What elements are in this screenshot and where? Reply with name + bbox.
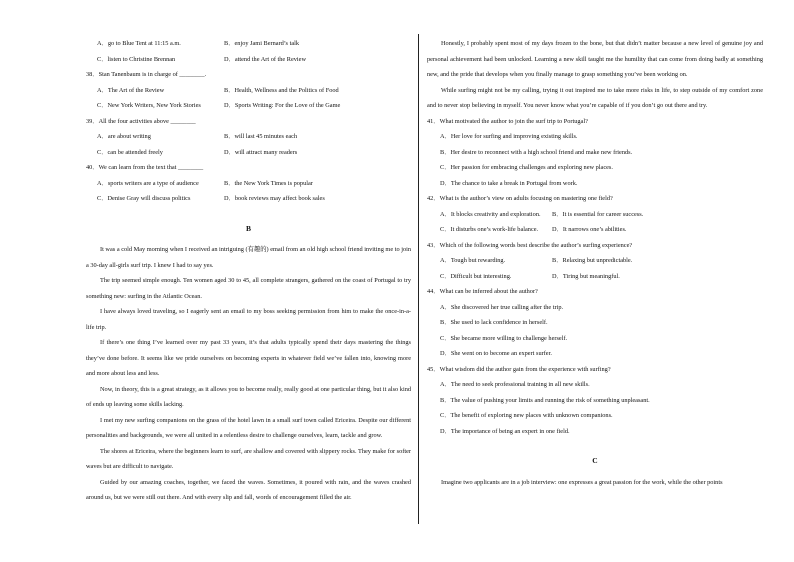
q39-stem: 39．All the four activities above ________	[86, 117, 196, 125]
q43-option-c: C．Difficult but interesting.	[440, 272, 512, 280]
q41-option-b: B．Her desire to reconnect with a high school friend and make new friends.	[440, 148, 633, 156]
passage-b-paragraph: Now, in theory, this is a great strategy, as it allows you to become really, really good at one particular thing, but it also kind of ends up leaving some skills lacking.	[86, 385, 411, 408]
section-heading-c: C	[592, 456, 598, 465]
q40-option-d: D．book reviews may affect book sales	[224, 195, 325, 202]
q37-option-a: A．go to Blue Tent at 11:15 a.m.	[97, 40, 181, 47]
q43-stem: 43．Which of the following words best describe the author’s surfing experience?	[427, 241, 633, 249]
passage-b-paragraph: Guided by our amazing coaches, together, we faced the waves. Sometimes, it poured with rain, and the waves crashed around us, but we were still out there. And with every slip and fall, words of encouragement filled the air.	[86, 478, 411, 501]
q44-option-c: C．She became more willing to challenge herself.	[440, 334, 568, 342]
q40-option-a: A．sports writers are a type of audience	[97, 179, 199, 187]
q43-options-row1	[427, 253, 763, 269]
q44-option-d: D．She went on to become an expert surfer.	[440, 350, 552, 357]
passage-b-paragraph: It was a cold May morning when I received an intriguing (有趣的) email from an old high school friend inviting me to join a 30-day all-girls surf trip. I knew I had to say yes.	[86, 246, 411, 269]
q38-options-row2	[86, 98, 411, 114]
q38-option-b: B．Health, Wellness and the Politics of Food	[224, 86, 339, 94]
section-heading-b: B	[245, 223, 251, 233]
q45-option-b: B．The value of pushing your limits and running the risk of something unpleasant.	[440, 396, 650, 404]
q41-option-a: A．Her love for surfing and improving existing skills.	[440, 133, 578, 140]
q44-option-b: B．She used to lack confidence in herself.	[440, 319, 548, 326]
q45-option-c: C．The benefit of exploring new places with unknown companions.	[440, 412, 613, 419]
q45-stem: 45．What wisdom did the author gain from the experience with surfing?	[427, 365, 611, 373]
q43-option-d: D．Tiring but meaningful.	[552, 272, 620, 280]
q42-option-d: D．It narrows one’s abilities.	[552, 226, 627, 233]
q42-options-row1	[427, 207, 763, 223]
passage-b-paragraph: The trip seemed simple enough. Ten women aged 30 to 45, all complete strangers, gathered on the coast of Portugal to try something new: surfing in the Atlantic Ocean.	[86, 277, 411, 300]
passage-b-paragraph: I have always loved traveling, so I eagerly sent an email to my boss seeking permission from him to make the once-in-a-life trip.	[86, 308, 411, 331]
passage-b-paragraph: I met my new surfing companions on the grass of the hotel lawn in a small surf town called Ericeira. Despite our different personalities and backgrounds, we were all united in a relentless desire to challenge ourselves, learn, tackle and grow.	[86, 416, 411, 439]
q42-option-c: C．It disturbs one’s work-life balance.	[440, 226, 539, 233]
q37-options-row2	[86, 52, 411, 68]
q39-option-b: B．will last 45 minutes each	[224, 133, 298, 140]
q37-option-b: B．enjoy Jami Bernard’s talk	[224, 40, 300, 47]
q41-option-c: C．Her passion for embracing challenges and exploring new places.	[440, 164, 613, 171]
q44-option-a: A．She discovered her true calling after the trip.	[440, 303, 564, 311]
q38-stem: 38．Stan Tanenbaum is in charge of ________.	[86, 71, 207, 78]
passage-c-paragraph: Imagine two applicants are in a job interview: one expresses a great passion for the work, while the other points	[441, 478, 723, 486]
q42-option-a: A．It blocks creativity and exploration.	[440, 210, 541, 218]
q39-options-row2	[86, 145, 411, 161]
q39-options-row1	[86, 129, 411, 145]
q43-option-b: B．Relaxing but unpredictable.	[552, 257, 633, 264]
q37-option-d: D．attend the Art of the Review	[224, 55, 307, 63]
q37-option-c: C．listen to Christine Brennan	[97, 55, 176, 63]
passage-b-paragraph: While surfing might not be my calling, trying it out inspired me to take more risks in life, to step outside of my comfort zone and to never stop believing in myself. You never know what you’re capable of if you don’t go out there and try.	[427, 86, 763, 109]
q38-options-row1	[86, 83, 411, 99]
q40-option-b: B．the New York Times is popular	[224, 179, 313, 187]
passage-b-paragraph: Honestly, I probably spent most of my days frozen to the bone, but that didn’t matter because a new level of genuine joy and personal achievement had been unlocked. Learning a new skill taught me the humility that can come from doing badly at something new, and the pride that develops when you finally manage to grasp something you’ve been working on.	[427, 40, 763, 78]
q41-option-d: D．The chance to take a break in Portugal from work.	[440, 179, 578, 187]
q39-option-a: A．are about writing	[97, 133, 151, 140]
q41-stem: 41．What motivated the author to join the surf trip to Portugal?	[427, 117, 588, 125]
q37-options-row1	[86, 36, 411, 52]
q38-option-c: C．New York Writers, New York Stories	[97, 102, 201, 109]
right-column	[427, 36, 763, 490]
q39-option-d: D．will attract many readers	[224, 148, 298, 156]
q38-option-a: A．The Art of the Review	[97, 86, 165, 94]
column-divider	[418, 34, 419, 524]
q40-option-c: C．Denise Gray will discuss politics	[97, 195, 191, 202]
q38-option-d: D．Sports Writing: For the Love of the Game	[224, 102, 341, 109]
left-column	[86, 36, 411, 506]
passage-b-paragraph: The shores at Ericeira, where the beginners learn to surf, are shallow and covered with slippery rocks. They make for softer waves but are difficult to navigate.	[86, 447, 411, 470]
q44-stem: 44．What can be inferred about the author?	[427, 288, 538, 295]
q43-options-row2	[427, 269, 763, 285]
q42-stem: 42．What is the author’s view on adults focusing on mastering one field?	[427, 195, 613, 202]
q40-stem: 40．We can learn from the text that ________	[86, 164, 204, 171]
q42-option-b: B．It is essential for career success.	[552, 210, 644, 218]
q40-options-row2	[86, 191, 411, 207]
q42-options-row2	[427, 222, 763, 238]
q39-option-c: C．can be attended freely	[97, 148, 163, 156]
passage-b-paragraph: If there’s one thing I’ve learned over my past 33 years, it’s that adults typically spend their days mastering the things they’ve done before. It seems like we pride ourselves on becoming experts in whatever field we’ve fallen into, knowing more and more about less and less.	[86, 339, 411, 377]
q45-option-d: D．The importance of being an expert in one field.	[440, 427, 570, 435]
q45-option-a: A．The need to seek professional training in all new skills.	[440, 381, 590, 388]
q40-options-row1	[86, 176, 411, 192]
q43-option-a: A．Tough but rewarding.	[440, 257, 506, 264]
